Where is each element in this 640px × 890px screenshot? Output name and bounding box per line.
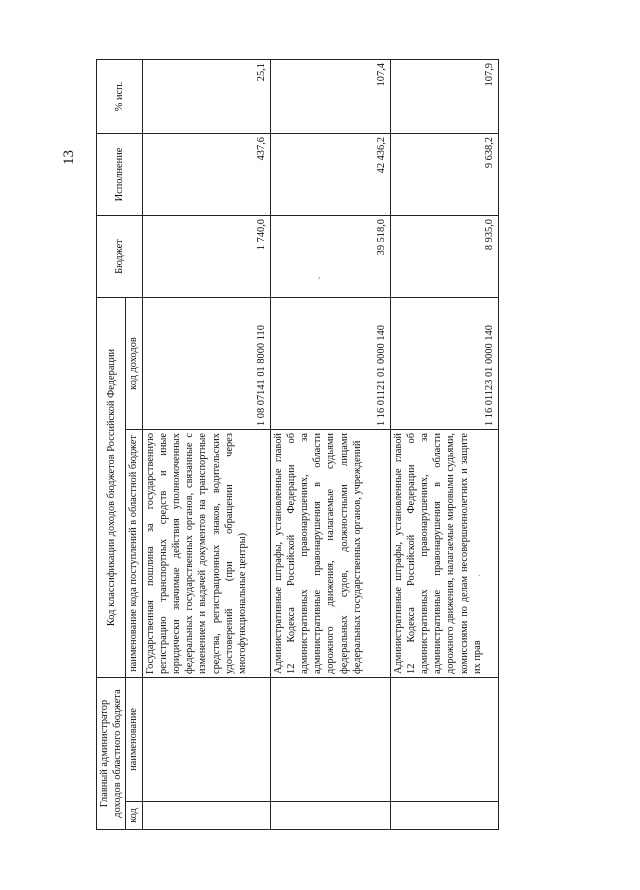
income-code-cell: 1 08 07141 01 8000 110	[142, 298, 270, 430]
header-row-1	[97, 60, 126, 830]
execution-header: Исполнение	[97, 134, 143, 216]
admin-name-cell	[142, 678, 270, 802]
table-row	[390, 60, 498, 830]
admin-code-header: код	[126, 802, 142, 830]
income-name-cell: Административные штрафы, установленные главой 12 Кодекса Российской Федерации об административных правонарушениях, за административные правонарушения в области дорожного движения, налагаемые мировыми судьями, комиссиями по делам несовершеннолетних и защите их прав	[390, 430, 498, 678]
percent-cell: 107,4	[270, 60, 390, 134]
budget-cell: 8 935,0	[390, 216, 498, 298]
admin-name-cell	[270, 678, 390, 802]
budget-header: Бюджет	[97, 216, 143, 298]
admin-code-cell	[390, 802, 498, 830]
scan-speck: .	[478, 568, 481, 578]
execution-cell: 437,6	[142, 134, 270, 216]
income-name-header: наименование кода поступлений в областной бюджет	[126, 430, 142, 678]
table-row	[142, 60, 270, 830]
income-code-cell: 1 16 01121 01 0000 140	[270, 298, 390, 430]
income-name-cell: Государственная пошлина за государственную регистрацию транспортных средств и иные юридически значимые действия уполномоченных федеральных государственных органов, связанные с изменением и выдачей документов на транспортные средства, регистрационных знаков, водительских удостоверений (при обращении через многофункциональные центры)	[142, 430, 270, 678]
admin-name-header: наименование	[126, 678, 142, 802]
admin-name-cell	[390, 678, 498, 802]
rotated-page	[96, 60, 520, 830]
table-row	[270, 60, 390, 830]
income-table	[96, 59, 499, 830]
kbk-group-header: Код классификации доходов бюджетов Российской Федерации	[97, 298, 126, 678]
percent-header: % исп.	[97, 60, 143, 134]
execution-cell: 9 638,2	[390, 134, 498, 216]
admin-group-header: Главный администратор доходов областного бюджета	[97, 678, 126, 830]
income-code-header: код доходов	[126, 298, 142, 430]
page-number: 13	[61, 150, 77, 165]
income-code-cell: 1 16 01123 01 0000 140	[390, 298, 498, 430]
admin-code-cell	[270, 802, 390, 830]
budget-cell: 39 518,0	[270, 216, 390, 298]
percent-cell: 25,1	[142, 60, 270, 134]
income-name-cell: Административные штрафы, установленные главой 12 Кодекса Российской Федерации об административных правонарушениях, за административные правонарушения в области дорожного движения, налагаемые судьями федеральных судов, должностными лицами федеральных государственных органов, учреждений	[270, 430, 390, 678]
admin-code-cell	[142, 802, 270, 830]
execution-cell: 42 436,2	[270, 134, 390, 216]
percent-cell: 107,9	[390, 60, 498, 134]
scan-speck: ,	[318, 270, 321, 280]
budget-cell: 1 740,0	[142, 216, 270, 298]
